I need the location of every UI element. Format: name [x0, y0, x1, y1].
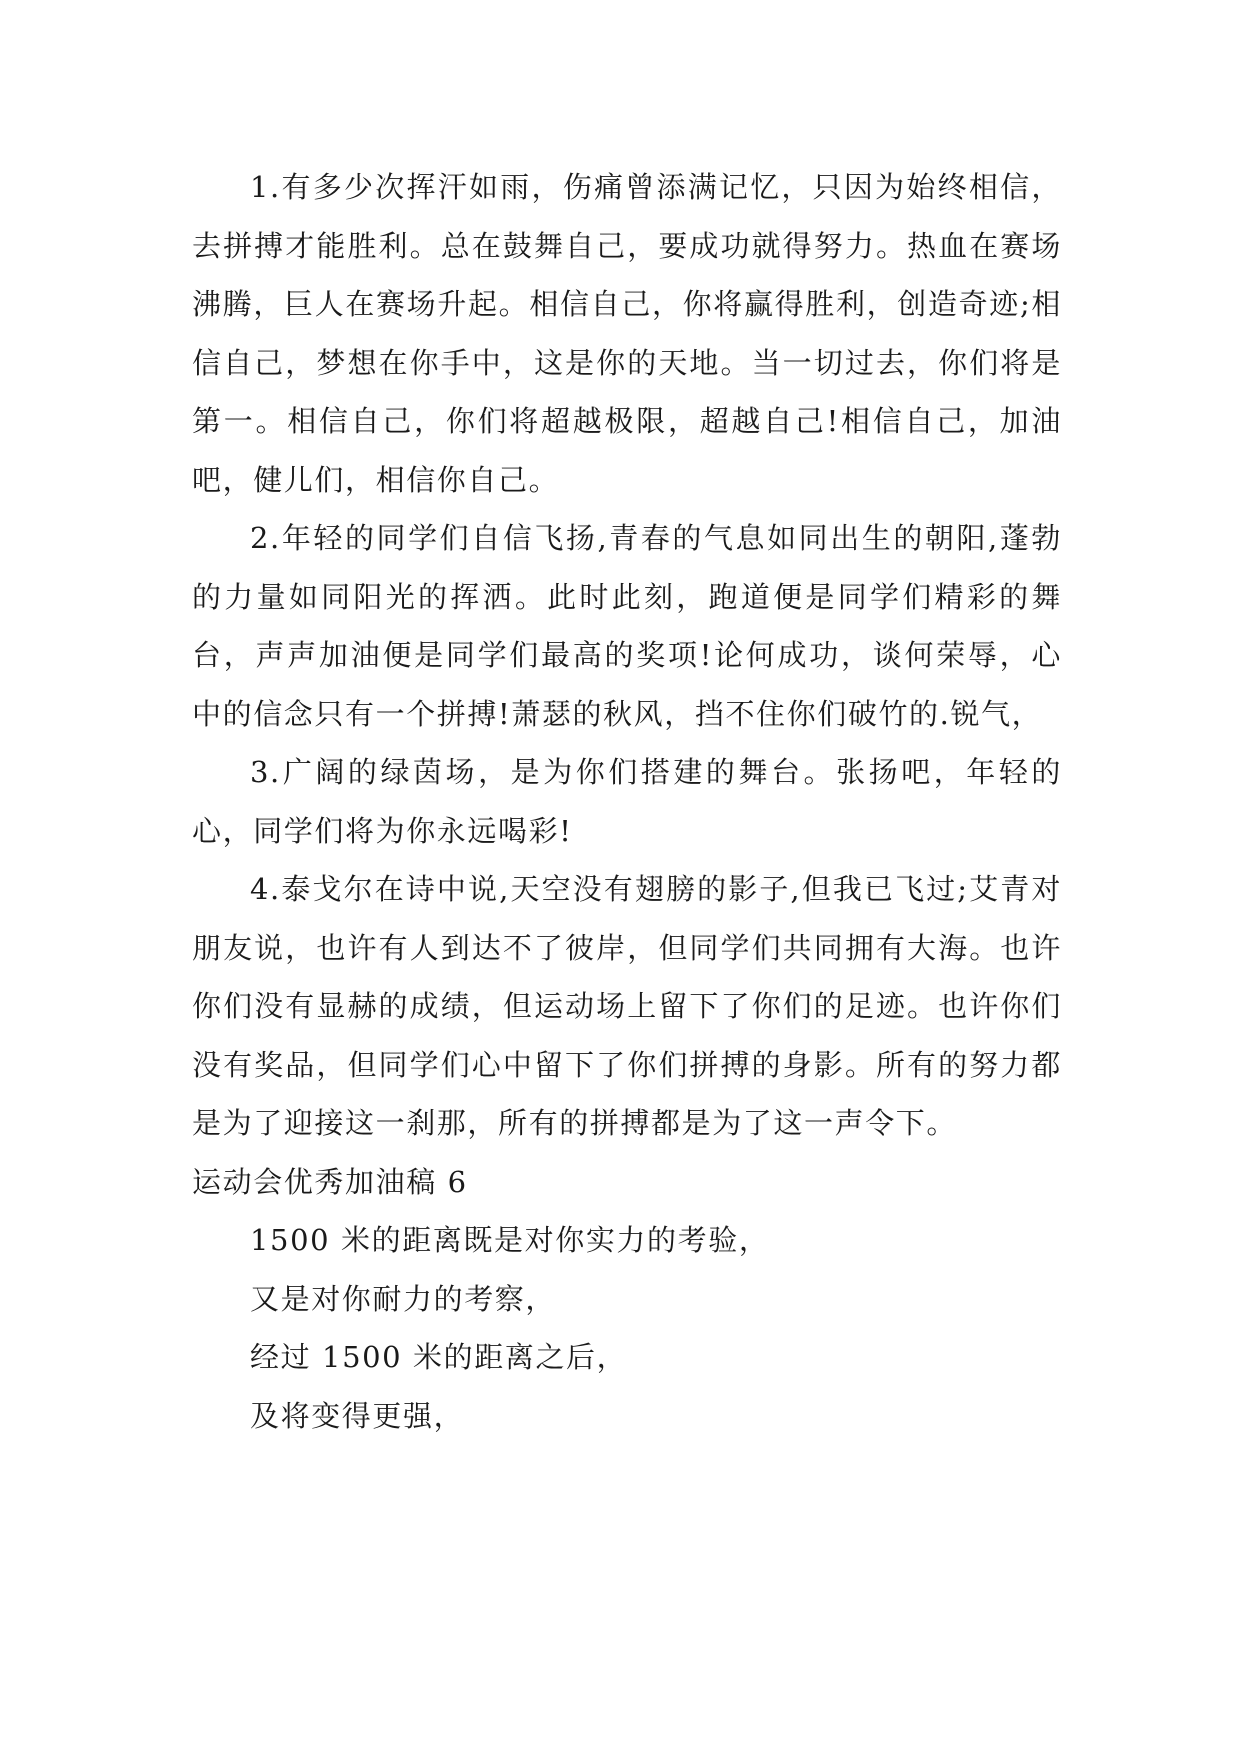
poem-line-2: 又是对你耐力的考察，: [250, 1281, 557, 1316]
paragraph-3: 3.广阔的绿茵场，是为你们搭建的舞台。张扬吧，年轻的心，同学们将为你永远喝彩!: [192, 755, 1062, 848]
poem-line-1: 1500 米的距离既是对你实力的考验，: [250, 1223, 770, 1257]
document-body: [192, 158, 1062, 1445]
paragraph-2: 2.年轻的同学们自信飞扬,青春的气息如同出生的朝阳,蓬勃的力量如同阳光的挥洒。此时此刻，跑道便是同学们精彩的舞台，声声加油便是同学们最高的奖项!论何成功，谈何荣辱，心中的信念只有一个拼搏!萧瑟的秋风，挡不住你们破竹的.锐气，: [192, 521, 1062, 731]
poem-line-3: 经过 1500 米的距离之后，: [250, 1340, 628, 1374]
paragraph-4: 4.泰戈尔在诗中说,天空没有翅膀的影子,但我已飞过;艾青对朋友说，也许有人到达不了彼岸，但同学们共同拥有大海。也许你们没有显赫的成绩，但运动场上留下了你们的足迹。也许你们没有奖品，但同学们心中留下了你们拼搏的身影。所有的努力都是为了迎接这一刹那，所有的拼搏都是为了这一声令下。: [192, 872, 1062, 1140]
poem-line-4: 及将变得更强，: [250, 1398, 465, 1433]
section-title: 运动会优秀加油稿 6: [192, 1164, 468, 1199]
paragraph-1: 1.有多少次挥汗如雨，伤痛曾添满记忆，只因为始终相信，去拼搏才能胜利。总在鼓舞自己，要成功就得努力。热血在赛场沸腾，巨人在赛场升起。相信自己，你将赢得胜利，创造奇迹;相信自己，梦想在你手中，这是你的天地。当一切过去，你们将是第一。相信自己，你们将超越极限，超越自己!相信自己，加油吧，健儿们，相信你自己。: [192, 170, 1062, 497]
